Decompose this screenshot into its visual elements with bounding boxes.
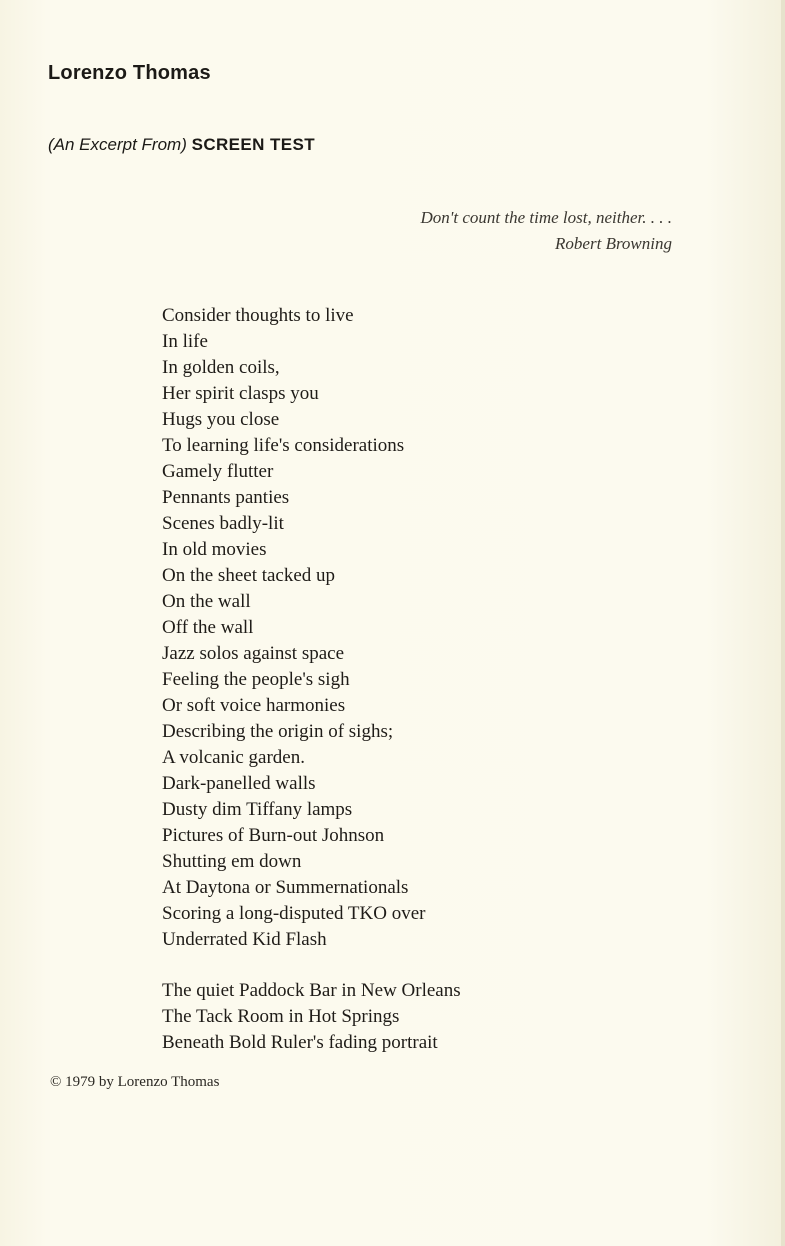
poem-line: Her spirit clasps you (162, 383, 319, 404)
poem-line: The quiet Paddock Bar in New Orleans (162, 980, 461, 1001)
poem-line: To learning life's considerations (162, 435, 405, 456)
poem-line: Beneath Bold Ruler's fading portrait (162, 1032, 438, 1053)
poem-line: Feeling the people's sigh (162, 669, 350, 690)
poem-line: Dusty dim Tiffany lamps (162, 799, 353, 820)
poem-line: Or soft voice harmonies (162, 695, 346, 716)
epigraph (420, 205, 672, 257)
epigraph-attribution: Robert Browning (555, 234, 672, 253)
poem-line: Off the wall (162, 617, 254, 638)
poem-line: Pennants panties (162, 487, 290, 508)
poem-line: Hugs you close (162, 409, 280, 430)
poem-line: On the sheet tacked up (162, 565, 336, 586)
poem-line: In life (162, 331, 208, 352)
copyright-notice: © 1979 by Lorenzo Thomas (50, 1074, 220, 1090)
poem-line: Pictures of Burn-out Johnson (162, 825, 385, 846)
poem-line: At Daytona or Summernationals (162, 877, 409, 898)
poem-line: In old movies (162, 539, 267, 560)
excerpt-label: (An Excerpt From) (48, 135, 187, 154)
poem-line: Dark-panelled walls (162, 773, 316, 794)
poem-line: A volcanic garden. (162, 747, 305, 768)
author-name: Lorenzo Thomas (48, 62, 211, 84)
poem-stanza-2 (162, 978, 461, 1056)
poem-line: Scoring a long-disputed TKO over (162, 903, 426, 924)
poem-line: Consider thoughts to live (162, 305, 354, 326)
poem-line: Jazz solos against space (162, 643, 345, 664)
poem-line: Gamely flutter (162, 461, 274, 482)
page-edge (781, 0, 785, 1246)
poem-line: On the wall (162, 591, 251, 612)
epigraph-quote: Don't count the time lost, neither. . . . (420, 208, 672, 227)
poem-title: SCREEN TEST (191, 135, 316, 154)
poem-line: Shutting em down (162, 851, 302, 872)
poem-stanza-1 (162, 303, 426, 953)
poem-heading (48, 135, 315, 155)
poem-line: Scenes badly-lit (162, 513, 284, 534)
poem-line: Describing the origin of sighs; (162, 721, 394, 742)
poem-line: Underrated Kid Flash (162, 929, 327, 950)
poem-line: In golden coils, (162, 357, 280, 378)
poem-line: The Tack Room in Hot Springs (162, 1006, 400, 1027)
